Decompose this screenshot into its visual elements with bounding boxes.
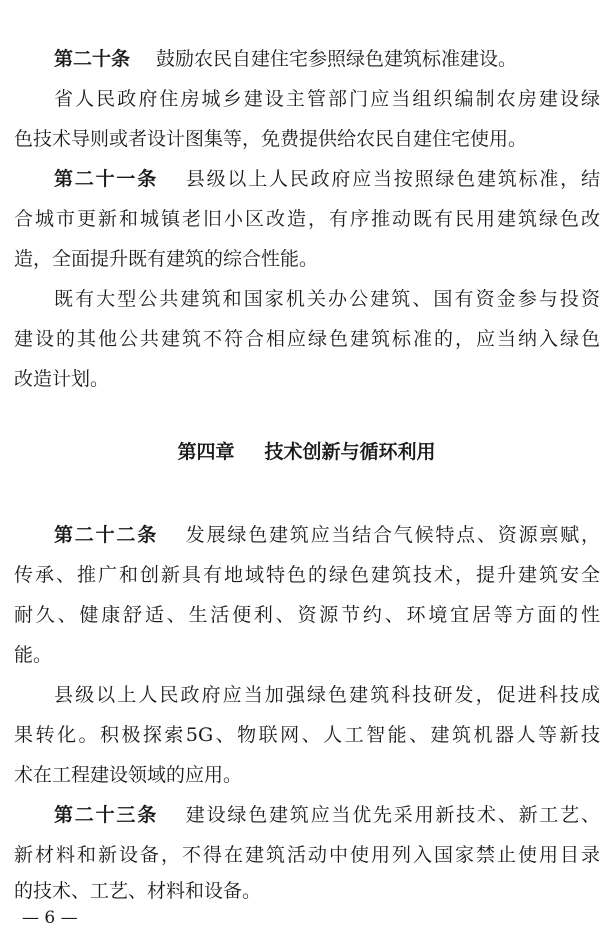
article-22-first-line (54, 520, 600, 550)
paragraph-line: 造，全面提升既有建筑的综合性能。 (14, 248, 319, 270)
article-20-heading: 第二十条 (54, 48, 131, 70)
article-23-heading: 第二十三条 (54, 804, 158, 826)
paragraph-line: 新材料和新设备，不得在建筑活动中使用列入国家禁止使用目录 (14, 844, 600, 866)
chapter-number: 第四章 (177, 441, 235, 463)
article-23-text: 建设绿色建筑应当优先采用新技术、新工艺、 (184, 804, 600, 826)
article-20-first-line (54, 44, 600, 74)
paragraph-line: 省人民政府住房城乡建设主管部门应当组织编制农房建设绿 (54, 88, 600, 110)
article-23-first-line (54, 800, 600, 830)
chapter-heading (0, 437, 613, 467)
article-22-text: 发展绿色建筑应当结合气候特点、资源禀赋， (184, 524, 600, 546)
article-21-text: 县级以上人民政府应当按照绿色建筑标准，结 (184, 168, 600, 190)
paragraph-line: 传承、推广和创新具有地域特色的绿色建筑技术，提升建筑安全 (14, 564, 600, 586)
page-number: — 6 — (22, 908, 78, 928)
paragraph-line: 耐久、健康舒适、生活便利、资源节约、环境宜居等方面的性 (14, 604, 600, 626)
chapter-title: 技术创新与循环利用 (264, 441, 436, 463)
article-21-heading: 第二十一条 (54, 168, 158, 190)
paragraph-line: 既有大型公共建筑和国家机关办公建筑、国有资金参与投资 (54, 288, 600, 310)
paragraph-line: 果转化。积极探索5G、物联网、人工智能、建筑机器人等新技 (14, 724, 600, 746)
paragraph-line: 建设的其他公共建筑不符合相应绿色建筑标准的，应当纳入绿色 (14, 328, 600, 350)
paragraph-line: 术在工程建设领域的应用。 (14, 764, 243, 786)
paragraph-line: 合城市更新和城镇老旧小区改造，有序推动既有民用建筑绿色改 (14, 208, 600, 230)
paragraph-line: 县级以上人民政府应当加强绿色建筑科技研发，促进科技成 (54, 684, 600, 706)
article-22-heading: 第二十二条 (54, 524, 158, 546)
paragraph-line: 能。 (14, 644, 53, 666)
paragraph-line: 的技术、工艺、材料和设备。 (14, 880, 262, 902)
article-21-first-line (54, 164, 600, 194)
paragraph-line: 色技术导则或者设计图集等，免费提供给农民自建住宅使用。 (14, 128, 528, 150)
article-20-text: 鼓励农民自建住宅参照绿色建筑标准建设。 (156, 48, 518, 70)
paragraph-line: 改造计划。 (14, 368, 110, 390)
